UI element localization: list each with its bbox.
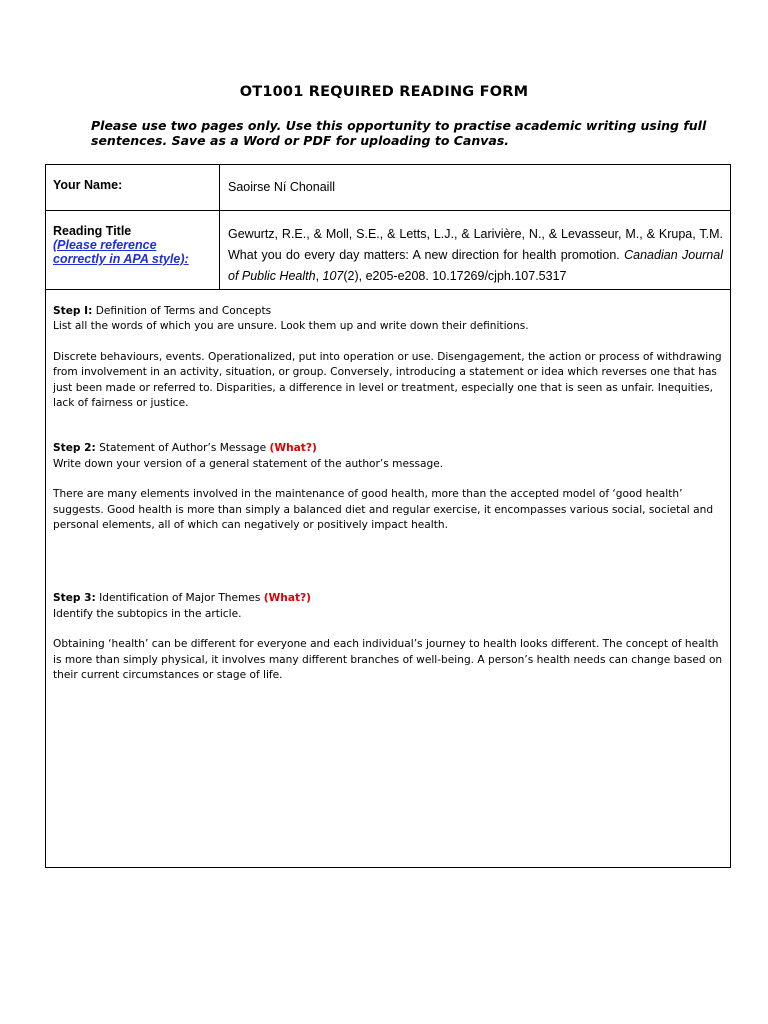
- reading-title-label: Reading Title: [53, 224, 132, 238]
- name-value[interactable]: Saoirse Ní Chonaill: [228, 180, 335, 194]
- instructions-text: Please use two pages only. Use this opportunity to practise academic writing using full sentences. Save as a Word or PDF for uploading to Canvas.: [91, 118, 707, 148]
- step-1: [53, 304, 723, 411]
- name-row: [46, 165, 730, 211]
- step-2-what-tag: (What?): [269, 442, 317, 455]
- step-2-instruction: Write down your version of a general statement of the author’s message.: [53, 457, 444, 470]
- step-1-label: Step I:: [53, 305, 93, 317]
- step-2: [53, 441, 723, 533]
- step-3-heading: [53, 591, 723, 606]
- name-label: Your Name:: [46, 165, 220, 210]
- apa-style-note-link[interactable]: (Please reference correctly in APA style):: [53, 238, 189, 266]
- step-2-heading: [53, 441, 723, 456]
- step-1-instruction: List all the words of which you are unsure. Look them up and write down their definitions.: [53, 320, 529, 333]
- step-2-title: Statement of Author’s Message: [95, 442, 270, 455]
- step-3-title: Identification of Major Themes: [95, 592, 264, 605]
- step-3-what-tag: (What?): [263, 592, 312, 605]
- step-3-instruction: Identify the subtopics in the article.: [53, 607, 242, 620]
- step-2-answer[interactable]: There are many elements involved in the maintenance of good health, more than the accepted model of ‘good health’ suggests. Good health is more than simply a balanced diet and regular exercise, it encompasses various social, societal and personal elements, all of which can negatively or positively impact health.: [53, 488, 714, 532]
- reading-form-table: [45, 164, 731, 868]
- step-2-label: Step 2:: [53, 442, 96, 455]
- step-1-heading: [53, 304, 723, 319]
- step-1-answer[interactable]: Discrete behaviours, events. Operationalized, put into operation or use. Disengagement, the action or process of withdrawing from involvement in an activity, situation, or group. Conversely, introducing a statement or idea which reverses one that has just been made or referred to. Disparities, a difference in level or treatment, especially one that is seen as unfair. Inequities, lack of fairness or justice.: [53, 350, 722, 410]
- citation-authors-title: Gewurtz, R.E., & Moll, S.E., & Letts, L.J., & Larivière, N., & Levasseur, M., & Krupa, T.M. What you do every day matters: A new direction for health promotion.: [228, 227, 723, 262]
- reading-title-label-cell: [46, 211, 220, 289]
- reading-title-row: [46, 211, 730, 290]
- form-title: OT1001 REQUIRED READING FORM: [239, 84, 529, 100]
- step-3: [53, 591, 723, 683]
- citation-issue-pages-doi: (2), e205-e208. 10.17269/cjph.107.5317: [343, 269, 567, 283]
- citation-journal: Canadian Journal of Public Health: [228, 248, 723, 283]
- steps-section: [53, 304, 723, 684]
- step-3-answer[interactable]: Obtaining ‘health’ can be different for everyone and each individual’s journey to health looks different. The concept of health is more than simply physical, it involves many different branches of well-being. A person’s health needs can change based on their current circumstances or stage of life.: [53, 638, 723, 682]
- step-3-label: Step 3:: [53, 592, 96, 605]
- citation-separator: ,: [315, 269, 323, 283]
- step-1-title: Definition of Terms and Concepts: [92, 305, 272, 317]
- citation-text[interactable]: [220, 211, 730, 289]
- citation-volume: 107: [322, 269, 344, 283]
